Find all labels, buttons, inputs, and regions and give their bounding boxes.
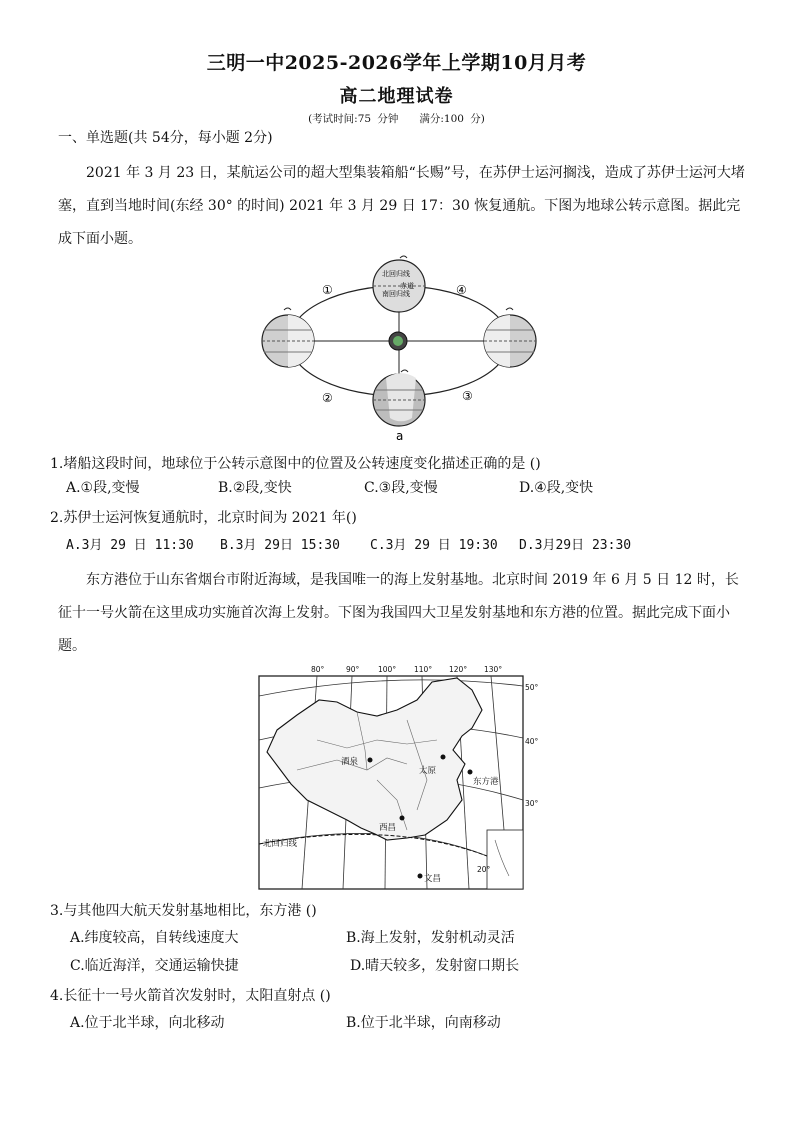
globe-label: 赤道 bbox=[400, 282, 414, 290]
exam-info: (考试时间:75 分钟 满分:100 分) bbox=[308, 113, 485, 125]
sun-icon bbox=[389, 332, 407, 350]
lat-label: 40° bbox=[525, 737, 539, 746]
lat-label: 20° bbox=[477, 865, 491, 874]
q2-option-b[interactable]: B.3月 29日 15:30 bbox=[220, 538, 340, 553]
city-label: 西昌 bbox=[379, 823, 397, 833]
q2-option-d[interactable]: D.3月29日 23:30 bbox=[519, 538, 632, 553]
q4-option-b[interactable]: B.位于北半球，向南移动 bbox=[346, 1015, 501, 1031]
q1-option-b[interactable]: B.②段,变快 bbox=[218, 480, 292, 496]
segment-label: ② bbox=[322, 391, 333, 405]
q1-option-a[interactable]: A.①段,变慢 bbox=[66, 480, 140, 496]
q2-option-a[interactable]: A.3月 29 日 11:30 bbox=[66, 538, 194, 553]
exam-title: 三明一中2025-2026学年上学期10月月考 bbox=[206, 52, 587, 74]
q3-option-d[interactable]: D.晴天较多，发射窗口期长 bbox=[350, 958, 520, 974]
earth-globe-bottom bbox=[373, 370, 425, 426]
globe-label: 北回归线 bbox=[382, 270, 410, 278]
city-dot-taiyuan bbox=[441, 755, 446, 760]
q3-option-c[interactable]: C.临近海洋，交通运输快捷 bbox=[70, 958, 239, 974]
lon-label: 90° bbox=[346, 665, 360, 674]
question-4-stem: 4.长征十一号火箭首次发射时，太阳直射点 () bbox=[50, 988, 331, 1004]
city-dot-jiuquan bbox=[368, 758, 373, 763]
earth-globe-top bbox=[373, 256, 425, 312]
q3-option-b[interactable]: B.海上发射，发射机动灵活 bbox=[346, 930, 515, 946]
city-label: 酒泉 bbox=[341, 757, 359, 767]
section-heading: 一、单选题(共 54分，每小题 2分) bbox=[58, 130, 273, 146]
city-label: 文昌 bbox=[424, 874, 442, 884]
question-1-stem: 1.堵船这段时间，地球位于公转示意图中的位置及公转速度变化描述正确的是 () bbox=[50, 456, 541, 472]
lon-label: 110° bbox=[414, 665, 433, 674]
china-launch-site-map bbox=[257, 660, 547, 892]
city-dot-xichang bbox=[400, 816, 405, 821]
earth-globe-right bbox=[484, 308, 536, 367]
globe-label: 南回归线 bbox=[382, 290, 410, 298]
lon-label: 130° bbox=[484, 665, 503, 674]
earth-globe-left bbox=[262, 308, 314, 367]
q2-option-c[interactable]: C.3月 29 日 19:30 bbox=[370, 538, 498, 553]
passage-1: 2021 年 3 月 23 日，某航运公司的超大型集装箱船“长赐”号，在苏伊士运河搁浅，造成了苏伊士运河大堵塞，直到当地时间(东经 30° 的时间) 2021 年 3 月 29 日 17：30 恢复通航。下图为地球公转示意图。据此完成下面小题。 bbox=[58, 165, 745, 247]
q3-option-a[interactable]: A.纬度较高，自转线速度大 bbox=[70, 930, 239, 946]
q1-option-c[interactable]: C.③段,变慢 bbox=[364, 480, 438, 496]
city-dot-dongfanggang bbox=[468, 770, 473, 775]
lon-label: 100° bbox=[378, 665, 397, 674]
city-label: 太原 bbox=[419, 766, 437, 776]
passage-2: 东方港位于山东省烟台市附近海域，是我国唯一的海上发射基地。北京时间 2019 年 6 月 5 日 12 时，长征十一号火箭在这里成功实施首次海上发射。下图为我国四大卫星发射基地和东方港的位置。据此完成下面小题。 bbox=[58, 572, 739, 654]
question-2-stem: 2.苏伊士运河恢复通航时，北京时间为 2021 年() bbox=[50, 510, 357, 526]
tropic-label: 北回归线 bbox=[263, 839, 298, 849]
q1-option-d[interactable]: D.④段,变快 bbox=[519, 480, 594, 496]
lon-label: 120° bbox=[449, 665, 468, 674]
figure-caption: a bbox=[396, 429, 404, 443]
orbit-diagram bbox=[250, 250, 550, 445]
question-3-stem: 3.与其他四大航天发射基地相比，东方港 () bbox=[50, 903, 317, 919]
city-label: 东方港 bbox=[473, 777, 499, 787]
lon-label: 80° bbox=[311, 665, 325, 674]
segment-label: ③ bbox=[462, 389, 473, 403]
exam-subject-title: 高二地理试卷 bbox=[339, 86, 454, 107]
lat-label: 30° bbox=[525, 799, 539, 808]
city-dot-wenchang bbox=[418, 874, 423, 879]
segment-label: ④ bbox=[456, 283, 467, 297]
lat-label: 50° bbox=[525, 683, 539, 692]
q4-option-a[interactable]: A.位于北半球，向北移动 bbox=[70, 1015, 225, 1031]
segment-label: ① bbox=[322, 283, 333, 297]
